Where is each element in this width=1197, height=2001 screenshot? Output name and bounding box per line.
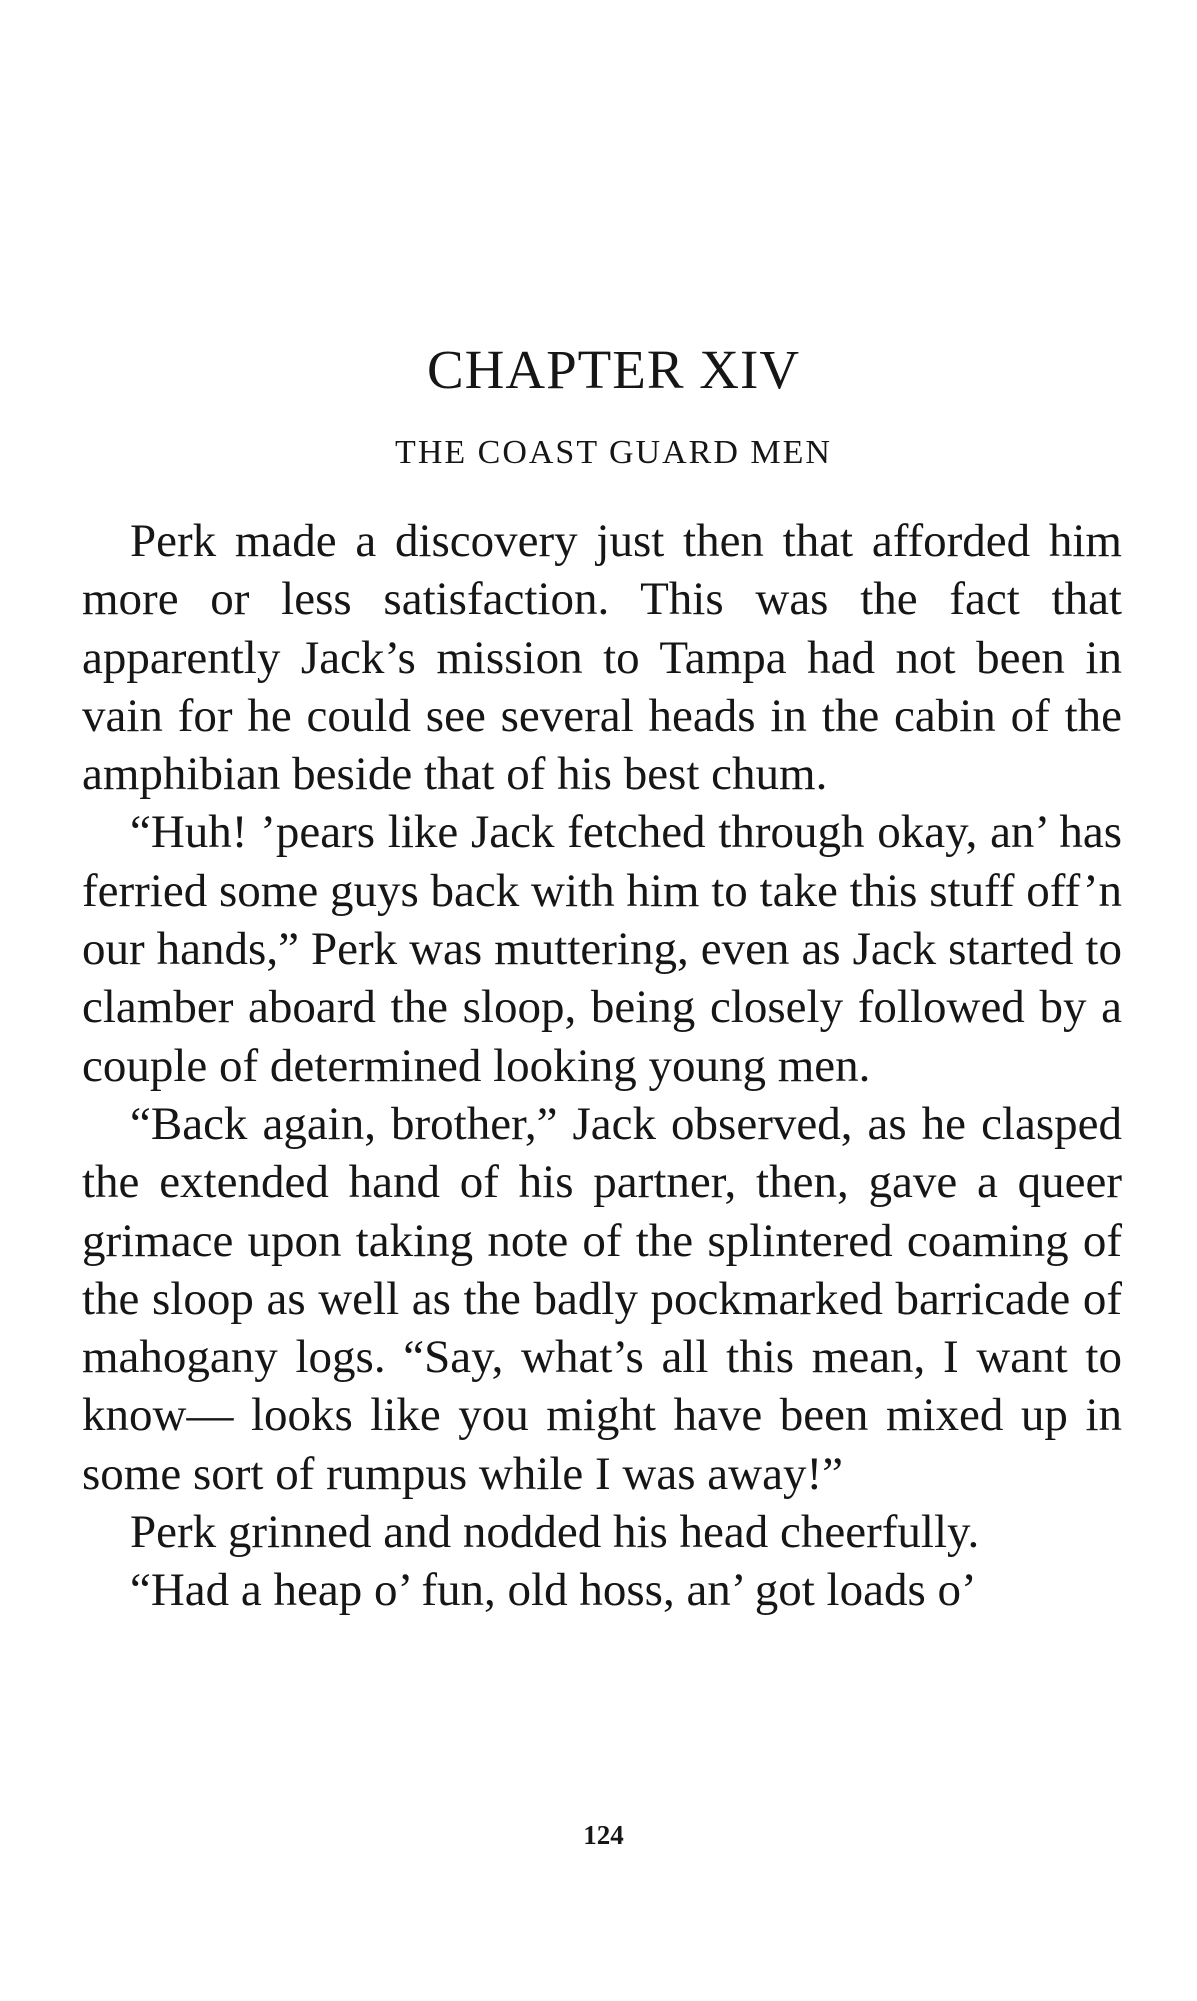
page-number: 124: [583, 1820, 624, 1850]
paragraph: “Had a heap o’ fun, old hoss, an’ got loads o’: [130, 1564, 977, 1617]
paragraph: “Back again, brother,” Jack observed, as he clasped the extended hand of his partner, then, gave a queer grimace upon taking note of the splintered coaming of the sloop as well as the badly pockmarked barricade of mahogany logs. “Say, what’s all this mean, I want to know— looks like you might have been mixed up in some sort of rumpus while I was away!”: [82, 1097, 1122, 1500]
chapter-subtitle: THE COAST GUARD MEN: [395, 434, 832, 471]
chapter-title: CHAPTER XIV: [426, 339, 801, 400]
paragraph: “Huh! ’pears like Jack fetched through okay, an’ has ferried some guys back with him to take this stuff off’n our hands,” Perk was muttering, even as Jack started to clamber aboard the sloop, being closely followed by a couple of determined looking young men.: [82, 806, 1122, 1092]
paragraph: Perk grinned and nodded his head cheerfully.: [130, 1506, 980, 1559]
body-text: [82, 512, 1122, 1620]
paragraph: Perk made a discovery just then that afforded him more or less satisfaction. This was the fact that apparently Jack’s mission to Tampa had not been in vain for he could see several heads in the cabin of the amphibian beside that of his best chum.: [82, 515, 1122, 801]
